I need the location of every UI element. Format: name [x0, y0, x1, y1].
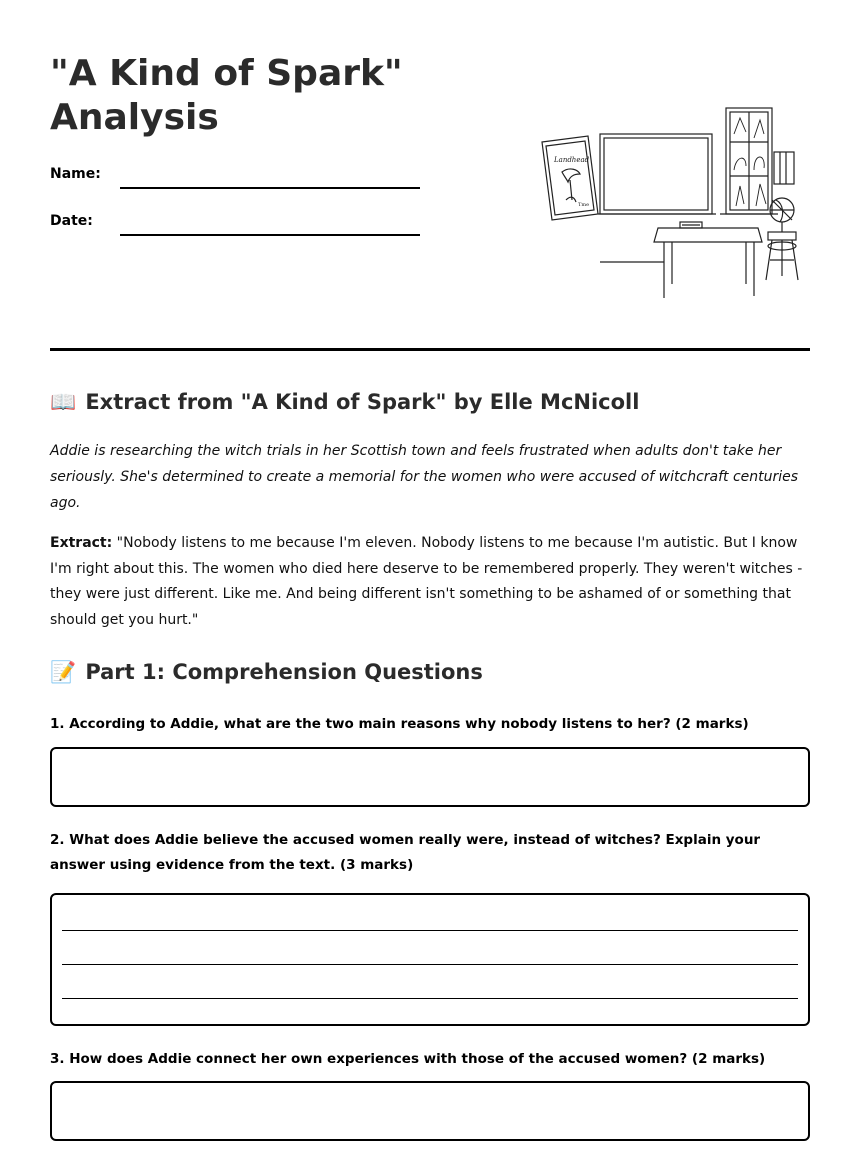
answer-line [62, 964, 798, 965]
question-3: 3. How does Addie connect her own experiences with those of the accused women? (2 marks) [50, 1051, 766, 1067]
poster-icon [542, 136, 598, 220]
part1-heading-text: Part 1: Comprehension Questions [85, 660, 483, 684]
extract-quote [50, 531, 810, 633]
extract-intro: Addie is researching the witch trials in her Scottish town and feels frustrated when adults don't take her seriously. She's determined to create a memorial for the women who were accused of witchcraft centuries ago. [50, 443, 799, 511]
extract-heading-text: Extract from "A Kind of Spark" by Elle McNicoll [85, 390, 640, 414]
name-label: Name: [50, 166, 101, 182]
poster-title: Landhead [554, 156, 590, 164]
answer-line [62, 998, 798, 999]
header-divider [50, 348, 810, 351]
date-label: Date: [50, 213, 93, 229]
desk-icon [600, 222, 762, 298]
extract-heading [50, 390, 639, 415]
answer-box-3[interactable] [50, 1081, 810, 1141]
book-icon: 📖 [50, 390, 77, 414]
name-field[interactable] [120, 187, 420, 189]
classroom-illustration-icon [540, 104, 810, 304]
page-title [50, 52, 490, 140]
extract-text: "Nobody listens to me because I'm eleven. Nobody listens to me because I'm autistic. But I know I'm right about this. The women who died here deserve to be remembered properly. They weren't witches - they were just different. Like me. And being different isn't something to be ashamed of or something that should get you hurt." [50, 535, 803, 628]
answer-box-2[interactable] [50, 893, 810, 1026]
answer-box-1[interactable] [50, 747, 810, 807]
poster-footer: Tme [578, 202, 590, 208]
question-2: 2. What does Addie believe the accused women really were, instead of witches? Explain your answer using evidence from the text. (3 marks) [50, 832, 761, 873]
question-1: 1. According to Addie, what are the two main reasons why nobody listens to her? (2 marks) [50, 716, 749, 732]
answer-line [62, 930, 798, 931]
extract-label: Extract: [50, 535, 113, 551]
memo-icon: 📝 [50, 660, 77, 684]
whiteboard-icon [598, 134, 716, 214]
globe-icon [766, 198, 798, 280]
title-line-2: Analysis [50, 97, 219, 138]
part1-heading [50, 660, 483, 685]
date-field[interactable] [120, 234, 420, 236]
title-line-1: "A Kind of Spark" [50, 53, 403, 94]
